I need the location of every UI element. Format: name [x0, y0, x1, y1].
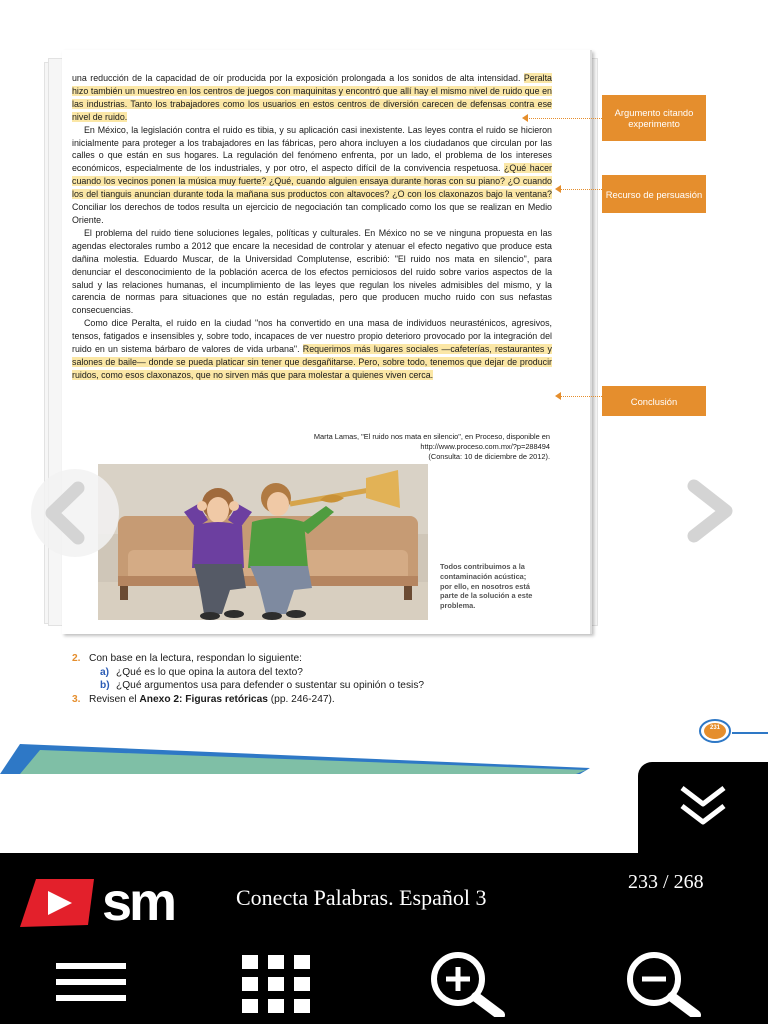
logo-text: sm [102, 872, 175, 932]
question-2: 2. Con base en la lectura, respondan lo siguiente: [72, 653, 302, 664]
activity-questions [72, 652, 592, 706]
chevron-left-icon[interactable] [30, 468, 120, 558]
highlight-conclusion: Requerimos más lugares sociales —cafeterías, restaurantes y salones de baile— donde se pueda platicar sin tener que desgañitarse. Pero, sobre todo, tenemos que dejar de producir ruidos, como esos claxonazos, que no sirven más que para molestar a quienes viven cerca. [72, 344, 552, 380]
play-logo-icon [18, 875, 98, 931]
callout-arrow [555, 392, 561, 400]
page-number-badge-icon [698, 718, 732, 744]
photo-noise-illustration [98, 464, 428, 620]
chevron-right-icon[interactable] [680, 476, 740, 546]
page-badge-line [732, 730, 768, 736]
callout-arrow [555, 185, 561, 193]
zoom-in-icon[interactable] [424, 951, 514, 1017]
callout-connector [560, 189, 602, 190]
question-3: 3. Revisen el Anexo 2: Figuras retóricas (pp. 246-247). [72, 693, 335, 705]
zoom-out-icon[interactable] [620, 951, 710, 1017]
callout-connector [526, 118, 602, 119]
paragraph-1: una reducción de la capacidad de oír producida por la exposición prolongada a los sonidos de alta intensidad. Peralta hizo también un muestreo en los centros de juegos con maquinitas y encontró que allí hay el mismo nivel de ruido que en las industrias. Tanto los trabajadores como los usuarios en estos centros de diversión carecen de defensas contra ese nivel de ruido. [72, 73, 552, 122]
callout-conclusion: Conclusión [602, 386, 706, 416]
viewer-toolbar [0, 853, 768, 1024]
grid-icon[interactable] [238, 951, 314, 1017]
double-chevron-down-icon [678, 784, 728, 830]
page-number-badge: 231 [709, 725, 720, 731]
book-title: Conecta Palabras. Español 3 [236, 885, 487, 910]
source-credit: Marta Lamas, "El ruido nos mata en silencio", en Proceso, disponible en http://www.proceso.com.mx/?p=288494 (Consulta: 10 de diciembre de 2012). [313, 432, 550, 461]
paragraph-2: En México, la legislación contra el ruido es tibia, y su aplicación casi inexistente. Las leyes contra el ruido se hicieron inicialmente para proteger a los trabajadores en las fábricas, pero ahora incluyen a los ciudadanos que circulan por las calles o que están en sus hogares. La regulación del fenómeno enfrenta, por un lado, el problema de los intereses económicos, especialmente de los industriales, y por otro, el aspecto difícil de la convivencia respetuosa. ¿Qué hacer cuando los vecinos ponen la música muy fuerte? ¿Qué, cuando alguien ensaya durante horas con su piano? ¿O cuando los del tianguis anuncian durante toda la mañana sus productos con altavoces? ¿O con los claxonazos bajo la ventana? Conciliar los derechos de todos resulta un ejercicio de negociación tan complicado como los que se realizan en Medio Oriente. [72, 124, 552, 225]
paragraph-4: Como dice Peralta, el ruido en la ciudad "nos ha convertido en una masa de individuos neurasténicos, agresivos, tensos, fatigados e insensibles y, sobre todo, incapaces de ver nuestro propio deterioro provocado por la integración del ruido en un sistema bárbaro de valores de vida urbana". Requerimos más lugares sociales —cafeterías, restaurantes y salones de baile— donde se pueda platicar sin tener que desgañitarse. Pero, sobre todo, tenemos que dejar de producir ruidos, como esos claxonazos, que no sirven más que para molestar a quienes viven cerca. [72, 318, 552, 380]
highlight-persuasion: ¿Qué hacer cuando los vecinos ponen la música muy fuerte? ¿Qué, cuando alguien ensaya durante horas con su piano? ¿O cuando los del tianguis anuncian durante toda la mañana sus productos con altavoces? ¿O con los claxonazos bajo la ventana? [72, 163, 552, 200]
article-text [72, 72, 552, 382]
callout-recurso: Recurso de persuasión [602, 175, 706, 213]
hamburger-menu-icon[interactable] [52, 951, 130, 1017]
callout-connector [560, 396, 602, 397]
highlight-argument: Peralta hizo también un muestreo en los centros de juegos con maquinitas y encontró que allí hay el mismo nivel de ruido que en las industrias. Tanto los trabajadores como los usuarios en estos centros de diversión carecen de defensas contra ese nivel de ruido. [72, 73, 552, 122]
photo-drawing [98, 464, 428, 620]
book-page [62, 50, 592, 634]
question-2a: a) ¿Qué es lo que opina la autora del texto? [100, 666, 303, 678]
photo-caption: Todos contribuimos a la contaminación acústica; por ello, en nosotros está parte de la solución a este problema. [440, 562, 533, 611]
question-2b: b) ¿Qué argumentos usa para defender o sustentar su opinión o tesis? [100, 680, 425, 692]
page-counter: 233 / 268 [628, 871, 704, 893]
collapse-toolbar-button[interactable] [638, 762, 768, 858]
decorative-stripe [0, 740, 600, 780]
callout-argumento: Argumento citando experimento [602, 95, 706, 141]
paragraph-3: El problema del ruido tiene soluciones legales, políticas y culturales. En México no se ve ninguna propuesta en las agendas electorales rumbo a 2012 que encare la necesidad de controlar y atenuar el efecto negativo que produce esta dañina molestia. Eduardo Muscar, de la Universidad Complutense, escribió: "El ruido nos mata en silencio", para denunciar el desconocimiento de la población acerca de los efectos perniciosos del ruido sobre varios aspectos de la salud y las relaciones humanas, el incumplimiento de las leyes que regulan los niveles admisibles del mismo, y la carencia de normas para situaciones que no están reguladas, pero que producen mucho ruido con sus nefastas consecuencias. [72, 227, 552, 316]
sm-logo [18, 872, 188, 932]
callout-arrow [522, 114, 528, 122]
